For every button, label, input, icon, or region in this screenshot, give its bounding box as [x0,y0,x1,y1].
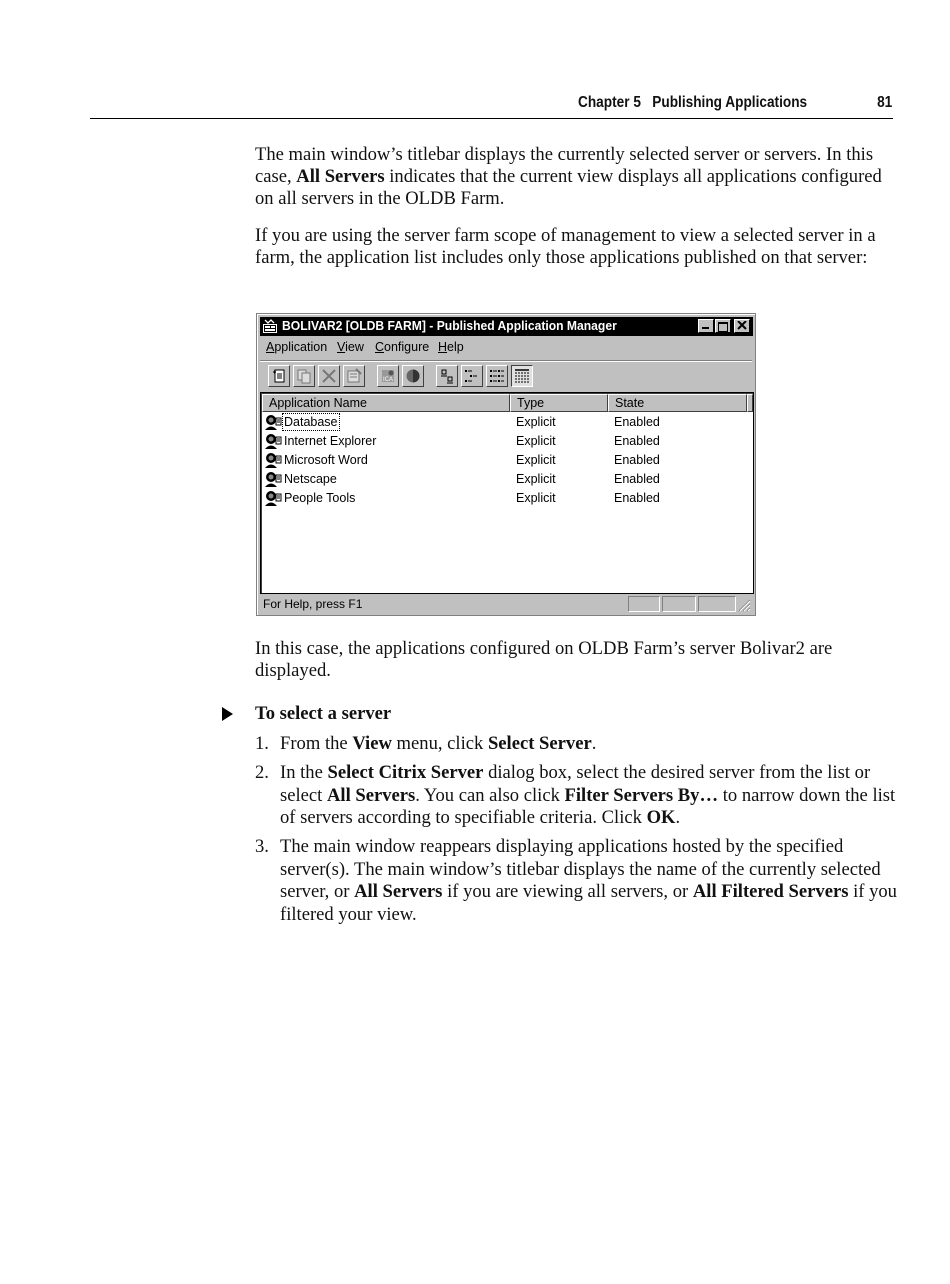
menu-help[interactable]: Help [438,340,464,354]
minimize-icon [702,327,709,329]
column-header-type[interactable]: Type [510,394,608,412]
text-run: If you are using the server farm scope of management to view a selected server in a farm, the application list includes only those applications published on that server: [255,225,876,268]
published-app-icon [264,433,282,450]
bold-term: View [352,733,392,754]
step-number: 3. [255,836,269,857]
published-app-icon [264,452,282,469]
page-number: 81 [876,94,892,111]
app-name: Database [284,415,338,429]
ica-icon [380,368,396,384]
title-bar[interactable] [260,317,753,336]
app-type: Explicit [516,434,556,448]
menu-configure[interactable]: Configure [375,340,430,354]
app-name: People Tools [284,491,356,505]
text-run: In the [280,762,328,783]
app-name: Microsoft Word [284,453,368,467]
large-icons-icon [439,368,455,384]
column-header-filler [747,394,753,412]
paragraph-bolivar2 [255,638,905,682]
step-text [280,836,905,926]
details-icon [514,368,530,384]
ica-button[interactable] [377,365,399,387]
copy-icon [296,368,312,384]
server-icon [405,368,421,384]
window-title: BOLIVAR2 [OLDB FARM] - Published Application Manager [282,319,617,333]
page-header [90,92,893,119]
menu-application[interactable]: Application [266,340,328,354]
large-icons-button[interactable] [436,365,458,387]
section-title: Publishing Applications [652,94,808,111]
bold-term: All Servers [354,881,443,902]
list-item[interactable] [262,489,750,508]
app-name: Netscape [284,472,337,486]
status-panel [662,596,696,612]
app-type: Explicit [516,491,556,505]
text-run: . You can also click [415,784,565,806]
application-list[interactable] [260,392,754,594]
app-name: Internet Explorer [284,434,377,448]
published-app-icon [264,414,282,431]
status-bar [260,595,752,613]
step-number: 2. [255,762,269,783]
new-icon [271,368,287,384]
paragraph-farm-scope [255,225,905,269]
status-panel [698,596,736,612]
text-run: if you filtered your view. [280,881,897,925]
text-run: In this case, the applications configured on OLDB Farm’s server Bolivar2 are displayed. [255,638,833,681]
running-head [578,94,807,112]
properties-button[interactable] [343,365,365,387]
copy-button[interactable] [293,365,315,387]
paragraph-titlebar [255,144,905,210]
resize-grip-icon[interactable] [737,598,751,612]
text-run: . [591,733,597,754]
text-run: if you are viewing all servers, or [442,881,693,902]
chapter-label: Chapter 5 [578,94,641,111]
list-item[interactable] [262,470,750,489]
list-item[interactable] [262,413,750,432]
small-icons-button[interactable] [461,365,483,387]
bold-term: OK [646,807,676,828]
text-run: menu, click [391,733,488,754]
minimize-button[interactable] [698,319,714,333]
step-number: 1. [255,733,269,754]
bold-term: Filter Servers By… [564,784,719,806]
list-icon [489,368,505,384]
maximize-icon [718,322,728,332]
close-button[interactable] [734,319,750,333]
details-button[interactable] [511,365,533,387]
text-run: to narrow down the list of servers according to specifiable criteria. Click [280,784,896,828]
list-item[interactable] [262,451,750,470]
app-window [256,313,756,616]
published-app-icon [264,490,282,507]
status-text: For Help, press F1 [263,597,363,611]
properties-icon [346,368,362,384]
app-state: Enabled [614,434,660,448]
app-type: Explicit [516,472,556,486]
procedure-arrow-icon [222,707,233,721]
small-icons-icon [464,368,480,384]
app-state: Enabled [614,453,660,467]
status-panel [628,596,660,612]
server-button[interactable] [402,365,424,387]
bold-term: Select Server [487,733,592,754]
delete-button[interactable] [318,365,340,387]
column-header-state[interactable]: State [608,394,747,412]
svg-text:ICA: ICA [383,377,394,383]
text-run: The main window reappears displaying applications hosted by the specified server(s). The main window’s titlebar displays the name of the currently selected server, or [280,836,881,902]
text-run: dialog box, select the desired server from the list or select [280,762,871,806]
text-run: . [675,807,681,828]
list-item[interactable] [262,432,750,451]
close-icon [737,321,747,330]
app-icon [262,319,278,334]
maximize-button[interactable] [715,319,731,333]
app-state: Enabled [614,472,660,486]
bold-term: All Filtered Servers [692,881,849,902]
bold-term: Select Citrix Server [327,762,484,783]
menu-view[interactable]: View [337,340,364,354]
app-type: Explicit [516,415,556,429]
delete-icon [321,368,337,384]
step-text [280,733,905,756]
text-run: indicates that the current view displays all applications configured on all servers in the OLDB Farm. [255,166,882,209]
app-type: Explicit [516,453,556,467]
text-run: The main window’s titlebar displays the currently selected server or servers. In this case, [255,144,874,187]
step-text [280,762,905,830]
text-run: From the [280,733,353,754]
bold-term: All Servers [326,784,416,806]
procedure-title: To select a server [255,703,392,724]
bold-term: All Servers [296,166,385,187]
column-header-application-name[interactable]: Application Name [262,394,510,412]
app-state: Enabled [614,415,660,429]
new-application-button[interactable] [268,365,290,387]
app-state: Enabled [614,491,660,505]
toolbar [260,360,752,391]
list-button[interactable] [486,365,508,387]
published-app-icon [264,471,282,488]
